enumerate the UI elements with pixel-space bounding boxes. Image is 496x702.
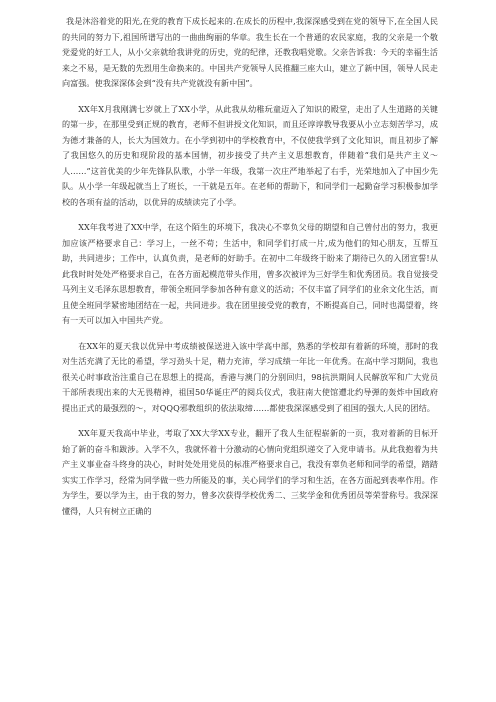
document-page	[62, 14, 438, 529]
paragraph-5: XX年夏天我高中毕业，考取了XX大学XX专业，翻开了我人生征程崭新的一页，我对着新的目标开始了新的奋斗和跋涉。入学不久，我就怀着十分激动的心情向党组织递交了入党申请书。从此我抱着为共产主义事业奋斗终身的决心，时时处处用党员的标准严格要求自己，我没有辜负老师和同学的希望，踏踏实实工作学习，经常为同学做一些力所能及的事，关心同学们的学习和生活，在各方面起到表率作用。作为学生，要以学为主，由于我的努力，曾多次获得学校优秀二、三奖学金和优秀团员等荣誉称号。我深深懂得，人只有树立正确的	[62, 428, 438, 516]
paragraph-3: XX年我考进了XX中学，在这个陌生的环境下，我决心不辜负父母的期望和自己曾付出的努力，我更加应该严格要求自己：学习上，一丝不苟；生活中，和同学们打成一片,成为他们的知心朋友，互帮互助，共同进步；工作中，认真负责，是老师的好助手。在初中二年级终于盼来了期待已久的入团宣誓!从此我时时处处严格要求自己，在各方面起模范带头作用，曾多次被评为三好学生和优秀团员。我自觉接受马列主义毛泽东思想教育，带领全班同学参加各种有意义的活动；不仅丰富了同学们的业余文化生活，而且使全班同学紧密地团结在一起，共同进步。我在团里接受党的教育，不断提高自己，同时也渴望着，终有一天可以加入中国共产党。	[62, 222, 438, 325]
paragraph-4: 在XX年的夏天我以优异中考成绩被保送进入该中学高中部，熟悉的学校却有着新的环境，那时的我对生活充满了无比的希望，学习劲头十足，精力充沛，学习成绩一年比一年优秀。在高中学习期间，我也很关心时事政治注重自己在思想上的提高，香港与澳门的分别回归，98抗洪期间人民解放军和广大党员干部所表现出来的大无畏精神，祖国50华诞庄严的阅兵仪式，我驻南大使馆遭北约导弹的轰炸中国政府提出正式的最强烈的～，对QQQ邪教组织的依法取缔……都使我深深感受到了祖国的强大,人民的团结。	[62, 340, 438, 413]
paragraph-1: 我是沐浴着党的阳光,在党的教育下成长起来的.在成长的历程中,我深深感受到在党的领导下,在全国人民的共同的努力下,祖国所谱写出的一曲曲绚丽的华章。我生长在一个普通的农民家庭，我的父亲是一个敬党爱党的好工人，从小父亲就给我讲党的历史，党的纪律，还教我唱党歌。父亲告诉我：今天的幸福生活来之不易，是无数的先烈用生命换来的。中国共产党领导人民推翻三座大山，建立了新中国，领导人民走向富强。使我深深体会到“没有共产党就没有新中国”。	[62, 16, 438, 88]
paragraph-2: XX年X月我刚满七岁就上了XX小学，从此我从幼稚玩童迈入了知识的殿堂，走出了人生道路的关键的第一步，在那里受到正规的教育，老师不但讲授文化知识，而且还谆谆教导我要从小立志刻苦学习，成为德才兼备的人，长大为国效力。在小学到初中的学校教育中，不仅使我学到了文化知识，而且初步了解了我国悠久的历史和现阶段的基本国情，初步接受了共产主义思想教育，伴随着“我们是共产主义～人……”这首优美的少年先锋队队歌，小学一年级，我第一次庄严地举起了右手，光荣地加入了中国少先队。从小学一年级起就当上了班长，一干就是五年。在老师的帮助下，和同学们一起勤奋学习积极参加学校的各项有益的活动，以优异的成绩读完了小学。	[62, 103, 438, 207]
